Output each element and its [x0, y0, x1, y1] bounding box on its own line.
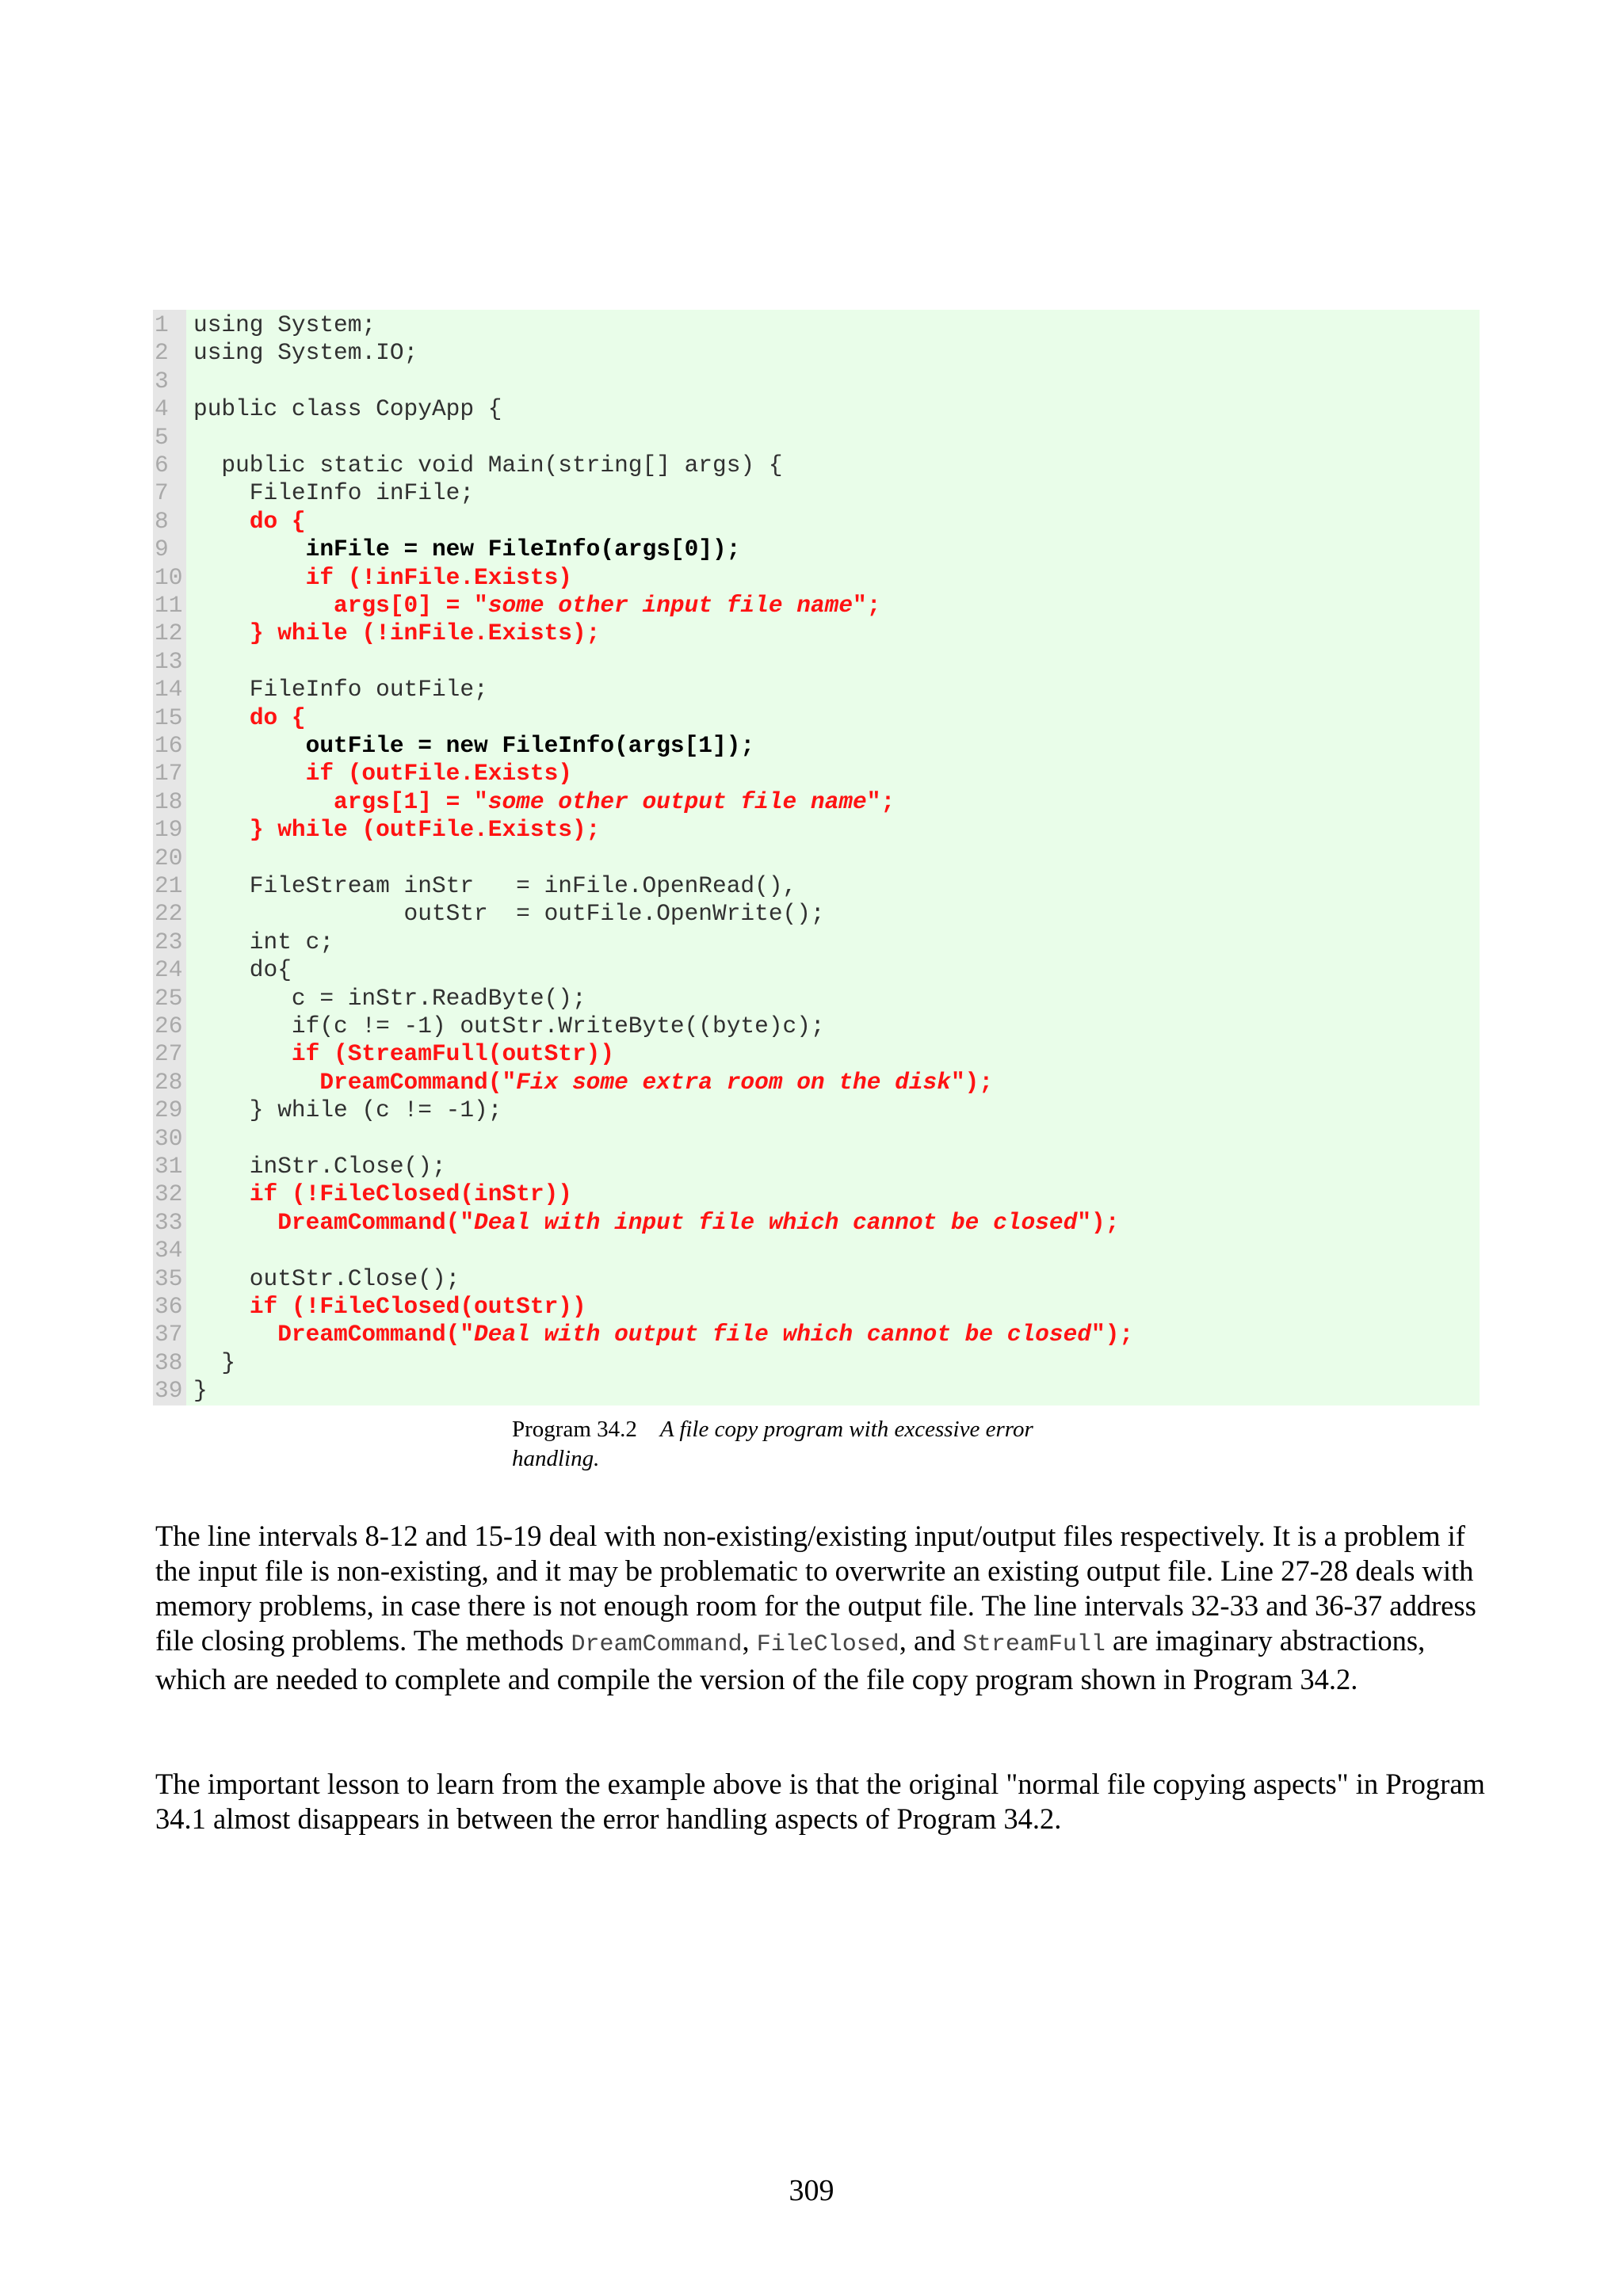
code-line: [153, 1377, 1480, 1405]
code-text: [193, 1349, 235, 1377]
code-segment: FileInfo inFile;: [193, 479, 475, 507]
line-number: 7: [155, 479, 169, 507]
code-segment: public static void Main(string[] args) {: [193, 452, 783, 479]
paragraph-text: The line intervals 8-12 and 15-19 deal with non-existing/existing input/output files respectively. It is a problem if the input file is non-existing, and it may be problematic to overwrite an existing output file. Line 27-28 deals with memory problems, in case there is not enough room for the output file. The line intervals 32-33 and 36-37 address file closing problems. The methods: [155, 1520, 1476, 1657]
code-line: [153, 1209, 1480, 1237]
code-line: [153, 452, 1480, 479]
error-handling-code-segment: Fix some extra room on the disk: [516, 1068, 951, 1096]
code-segment: [193, 1180, 250, 1207]
code-line: [153, 620, 1480, 647]
code-line: [153, 900, 1480, 928]
code-line: [153, 564, 1480, 592]
code-text: [193, 620, 600, 647]
code-segment: if(c != -1) outStr.WriteByte((byte)c);: [193, 1013, 825, 1039]
code-line: [153, 732, 1480, 760]
code-line: [153, 311, 1480, 339]
error-handling-code-segment: if (!FileClosed(outStr)): [249, 1293, 586, 1320]
code-line: [153, 1125, 1480, 1153]
error-handling-code-segment: if (StreamFull(outStr)): [291, 1040, 615, 1068]
line-number: 15: [155, 704, 183, 731]
code-line: [153, 536, 1480, 563]
line-number: 25: [155, 984, 183, 1012]
inline-code-streamfull: StreamFull: [962, 1631, 1106, 1658]
line-number: 17: [155, 760, 183, 788]
code-text: [193, 676, 488, 704]
code-segment: outStr = outFile.OpenWrite();: [193, 900, 825, 928]
error-handling-code-segment: } while (!inFile.Exists);: [249, 620, 601, 647]
error-handling-code-segment: Deal with output file which cannot be closed: [474, 1321, 1091, 1348]
program-caption: [512, 1415, 1114, 1474]
code-segment: int c;: [193, 928, 334, 955]
code-text: [193, 1040, 614, 1068]
line-number: 37: [155, 1321, 183, 1348]
code-segment: }: [193, 1377, 208, 1405]
code-segment: FileInfo outFile;: [193, 676, 488, 704]
code-text: [193, 311, 376, 339]
line-number: 9: [155, 536, 169, 563]
error-handling-code-segment: inFile = new FileInfo(args[0]);: [305, 536, 741, 563]
code-text: [193, 508, 306, 536]
code-line: [153, 1293, 1480, 1321]
line-number: 13: [155, 647, 183, 675]
caption-text: A file copy program with excessive error handling.: [512, 1417, 1033, 1471]
line-number: 33: [155, 1208, 183, 1236]
error-handling-code-segment: if (outFile.Exists): [305, 760, 572, 788]
paragraph-text: are imaginary abstractions, which are needed to complete and compile the version of the file copy program shown in Program 34.2.: [155, 1624, 1426, 1695]
code-line: [153, 479, 1480, 507]
code-line: [153, 676, 1480, 704]
code-segment: [193, 1069, 319, 1096]
line-number: 20: [155, 844, 183, 871]
code-text: [193, 592, 880, 620]
error-handling-code-segment: ";: [866, 788, 896, 815]
code-line: [153, 816, 1480, 844]
inline-code-fileclosed: FileClosed: [756, 1631, 899, 1658]
code-segment: [193, 816, 250, 843]
code-segment: [193, 732, 306, 759]
code-line: [153, 1180, 1480, 1208]
line-number: 31: [155, 1153, 183, 1180]
code-segment: [193, 1293, 250, 1320]
line-number: 3: [155, 367, 169, 395]
error-handling-code-segment: do {: [249, 704, 306, 731]
error-handling-code-segment: ");: [1077, 1208, 1120, 1236]
lesson-paragraph: The important lesson to learn from the example above is that the original "normal file copying aspects" in Program 34.1 almost disappears in between the error handling aspects of Program 34.2.: [155, 1768, 1485, 1835]
code-text: [193, 872, 796, 900]
code-line: [153, 845, 1480, 872]
code-segment: [193, 564, 306, 591]
line-number: 1: [155, 311, 169, 338]
code-text: [193, 564, 572, 592]
code-segment: [193, 536, 306, 563]
error-handling-code-segment: some other output file name: [487, 788, 867, 815]
code-text: [193, 956, 292, 984]
error-handling-code-segment: outFile = new FileInfo(args[1]);: [305, 732, 755, 759]
line-number: 32: [155, 1180, 183, 1208]
code-segment: using System;: [193, 311, 376, 338]
page-number: 309: [789, 2174, 834, 2207]
code-line: [153, 368, 1480, 395]
line-number: 22: [155, 900, 183, 928]
line-number: 35: [155, 1264, 183, 1292]
code-line: [153, 1265, 1480, 1293]
code-text: [193, 732, 754, 760]
error-handling-code-segment: DreamCommand(": [277, 1321, 475, 1348]
code-line: [153, 872, 1480, 900]
code-line: [153, 1040, 1480, 1068]
code-line: [153, 424, 1480, 452]
line-number: 18: [155, 788, 183, 815]
error-handling-code-segment: args[0] = ": [334, 592, 488, 619]
code-segment: [193, 508, 250, 535]
error-handling-code-segment: some other input file name: [487, 592, 854, 619]
line-number: 10: [155, 563, 183, 591]
code-text: [193, 1013, 825, 1040]
line-number: 39: [155, 1377, 183, 1405]
error-handling-code-segment: DreamCommand(": [319, 1068, 517, 1096]
code-segment: [193, 760, 306, 787]
code-text: [193, 788, 895, 816]
line-number: 30: [155, 1124, 183, 1152]
code-segment: inStr.Close();: [193, 1153, 446, 1180]
code-text: [193, 452, 783, 479]
code-text: [193, 1097, 502, 1124]
line-number: 29: [155, 1097, 183, 1124]
code-line: [153, 985, 1480, 1013]
line-number: 5: [155, 423, 169, 451]
code-line: [153, 508, 1480, 536]
code-line: [153, 1237, 1480, 1264]
line-number: 36: [155, 1293, 183, 1320]
code-text: [193, 929, 334, 956]
code-line: [153, 1013, 1480, 1040]
explanation-paragraph: [155, 1519, 1487, 1697]
line-number: 23: [155, 928, 183, 955]
code-line: [153, 592, 1480, 620]
code-text: [193, 1209, 1119, 1237]
paragraph-separator: ,: [742, 1624, 757, 1657]
code-text: [193, 760, 572, 788]
line-number: 38: [155, 1348, 183, 1376]
line-number: 28: [155, 1068, 183, 1096]
code-text: [193, 1293, 586, 1321]
code-segment: using System.IO;: [193, 339, 418, 367]
code-segment: [193, 620, 250, 646]
code-line: [153, 929, 1480, 956]
line-number: 12: [155, 620, 183, 647]
line-number: 26: [155, 1013, 183, 1039]
code-segment: } while (c != -1);: [193, 1097, 502, 1124]
line-number: 8: [155, 507, 169, 535]
code-line: [153, 704, 1480, 732]
code-line: [153, 1153, 1480, 1180]
code-text: [193, 1180, 572, 1208]
code-line: [153, 788, 1480, 816]
inline-code-dreamcommand: DreamCommand: [571, 1631, 743, 1658]
code-line: [153, 760, 1480, 788]
code-segment: [193, 1040, 292, 1067]
code-text: [193, 1153, 446, 1180]
code-segment: [193, 788, 334, 815]
error-handling-code-segment: ");: [950, 1068, 994, 1096]
line-number: 14: [155, 676, 183, 704]
code-line: [153, 956, 1480, 984]
line-number: 4: [155, 395, 169, 423]
code-text: [193, 1069, 993, 1097]
error-handling-code-segment: DreamCommand(": [277, 1208, 475, 1236]
code-line: [153, 1097, 1480, 1124]
code-segment: [193, 704, 250, 731]
code-segment: FileStream inStr = inFile.OpenRead(),: [193, 872, 797, 899]
line-number: 6: [155, 452, 169, 479]
code-line: [153, 339, 1480, 367]
error-handling-code-segment: if (!inFile.Exists): [305, 563, 572, 591]
code-segment: [193, 1209, 277, 1236]
line-number: 21: [155, 872, 183, 899]
code-text: [193, 900, 825, 928]
line-number: 27: [155, 1040, 183, 1068]
code-line: [153, 395, 1480, 423]
code-line: [153, 1349, 1480, 1377]
error-handling-code-segment: ";: [853, 592, 881, 619]
error-handling-code-segment: if (!FileClosed(inStr)): [249, 1180, 572, 1208]
line-number: 34: [155, 1237, 183, 1264]
line-number: 24: [155, 956, 183, 984]
code-text: [193, 816, 600, 844]
code-line: [153, 1321, 1480, 1348]
line-number: 11: [155, 592, 183, 619]
code-segment: public class CopyApp {: [193, 395, 502, 423]
error-handling-code-segment: ");: [1091, 1321, 1134, 1348]
code-text: [193, 479, 474, 507]
code-text: [193, 704, 306, 732]
code-segment: do{: [193, 956, 292, 984]
code-text: [193, 1265, 460, 1293]
code-text: [193, 985, 586, 1013]
code-text: [193, 1321, 1133, 1348]
code-listing: [153, 310, 1480, 1405]
line-number: 19: [155, 816, 183, 844]
code-text: [193, 1377, 208, 1405]
line-number: 16: [155, 732, 183, 759]
line-number: 2: [155, 339, 169, 367]
code-text: [193, 536, 740, 563]
code-segment: [193, 1321, 277, 1348]
code-segment: [193, 592, 334, 619]
code-text: [193, 395, 502, 423]
caption-label: Program 34.2: [512, 1417, 637, 1442]
code-segment: c = inStr.ReadByte();: [193, 984, 586, 1012]
code-line: [153, 648, 1480, 676]
code-text: [193, 339, 418, 367]
error-handling-code-segment: } while (outFile.Exists);: [249, 816, 601, 844]
code-segment: }: [193, 1348, 236, 1376]
error-handling-code-segment: do {: [249, 507, 306, 535]
code-line: [153, 1069, 1480, 1097]
error-handling-code-segment: Deal with input file which cannot be closed: [474, 1208, 1078, 1236]
paragraph-separator: , and: [899, 1624, 963, 1657]
code-segment: outStr.Close();: [193, 1264, 460, 1292]
error-handling-code-segment: args[1] = ": [334, 788, 488, 815]
